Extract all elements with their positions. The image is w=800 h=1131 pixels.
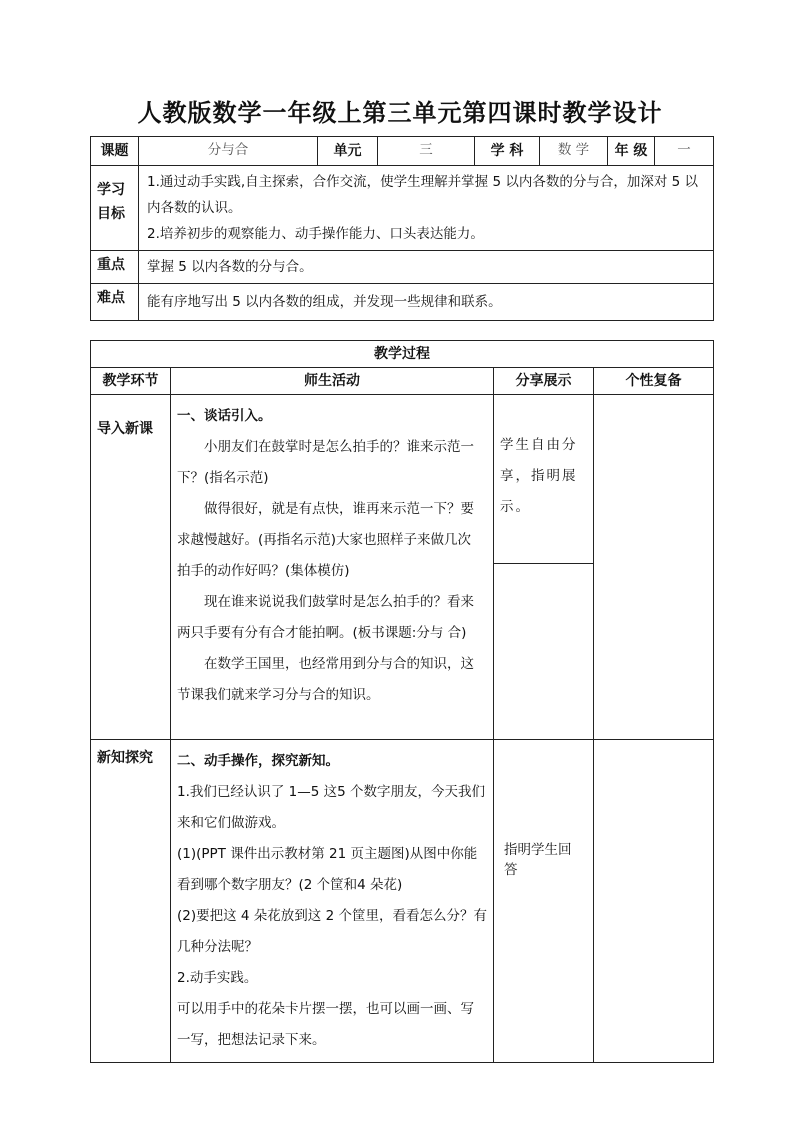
goal-line-2: 2.培养初步的观察能力、动手操作能力、口头表达能力。	[147, 226, 484, 242]
unit-value: 三	[378, 137, 475, 166]
activity-intro-p3: 现在谁来说说我们鼓掌时是怎么拍手的？看来两只手要有分有合才能拍啊。(板书课题:分与 合)	[177, 594, 474, 641]
key-point-label: 重点	[91, 251, 139, 284]
grade-value: 一	[655, 137, 714, 166]
goals-label-1: 学习	[97, 182, 125, 198]
lesson-info-table	[90, 136, 714, 321]
topic-label: 课题	[91, 137, 139, 166]
activity-explore-p2: (1)(PPT 课件出示教材第 21 页主题图)从图中你能看到哪个数字朋友？(2 个筐和4 朵花)	[177, 846, 478, 893]
activity-intro-p2: 做得很好，就是有点快，谁再来示范一下？要求越慢越好。(再指名示范)大家也照样子来做几次 拍手的动作好吗？(集体模仿)	[177, 501, 474, 579]
difficulty-text: 能有序地写出 5 以内各数的组成，并发现一些规律和联系。	[139, 284, 714, 321]
activity-intro-p1: 小朋友们在鼓掌时是怎么拍手的？谁来示范一下？(指名示范)	[177, 439, 474, 486]
activity-explore-p5: 可以用手中的花朵卡片摆一摆，也可以画一画、写一写，把想法记录下来。	[177, 1001, 474, 1048]
goals-label-2: 目标	[97, 206, 125, 222]
stage-intro: 导入新课	[91, 395, 171, 740]
activity-intro-heading: 一、谈话引入。	[177, 408, 272, 424]
subject-label: 学 科	[475, 137, 540, 166]
personal-intro	[594, 395, 714, 740]
key-point-text: 掌握 5 以内各数的分与合。	[139, 251, 714, 284]
goal-line-1: 1.通过动手实践,自主探索，合作交流，使学生理解并掌握 5 以内各数的分与合，加深对 5 以内各数的认识。	[147, 174, 699, 216]
share-intro: 学生自由分享，指明展示。	[494, 430, 593, 564]
stage-explore: 新知探究	[91, 740, 171, 1063]
process-title: 教学过程	[91, 341, 714, 368]
grade-label: 年 级	[608, 137, 655, 166]
activity-explore-p1: 1.我们已经认识了 1—5 这5 个数字朋友，今天我们来和它们做游戏。	[177, 784, 486, 831]
col-activity: 师生活动	[171, 368, 494, 395]
share-explore: 指明学生回答	[504, 842, 572, 878]
difficulty-label: 难点	[91, 284, 139, 321]
col-share: 分享展示	[494, 368, 594, 395]
personal-explore	[594, 740, 714, 1063]
teaching-process-table	[90, 340, 714, 1063]
activity-explore-p4: 2.动手实践。	[177, 970, 258, 986]
activity-explore-heading: 二、动手操作，探究新知。	[177, 753, 339, 769]
subject-value: 数 学	[540, 137, 608, 166]
col-personal: 个性复备	[594, 368, 714, 395]
col-stage: 教学环节	[91, 368, 171, 395]
unit-label: 单元	[318, 137, 378, 166]
activity-intro-p4: 在数学王国里，也经常用到分与合的知识，这节课我们就来学习分与合的知识。	[177, 656, 474, 703]
activity-explore-p3: (2)要把这 4 朵花放到这 2 个筐里，看看怎么分？有几种分法呢？	[177, 908, 487, 955]
document-title: 人教版数学一年级上第三单元第四课时教学设计	[137, 99, 663, 127]
topic-value: 分与合	[139, 137, 318, 166]
